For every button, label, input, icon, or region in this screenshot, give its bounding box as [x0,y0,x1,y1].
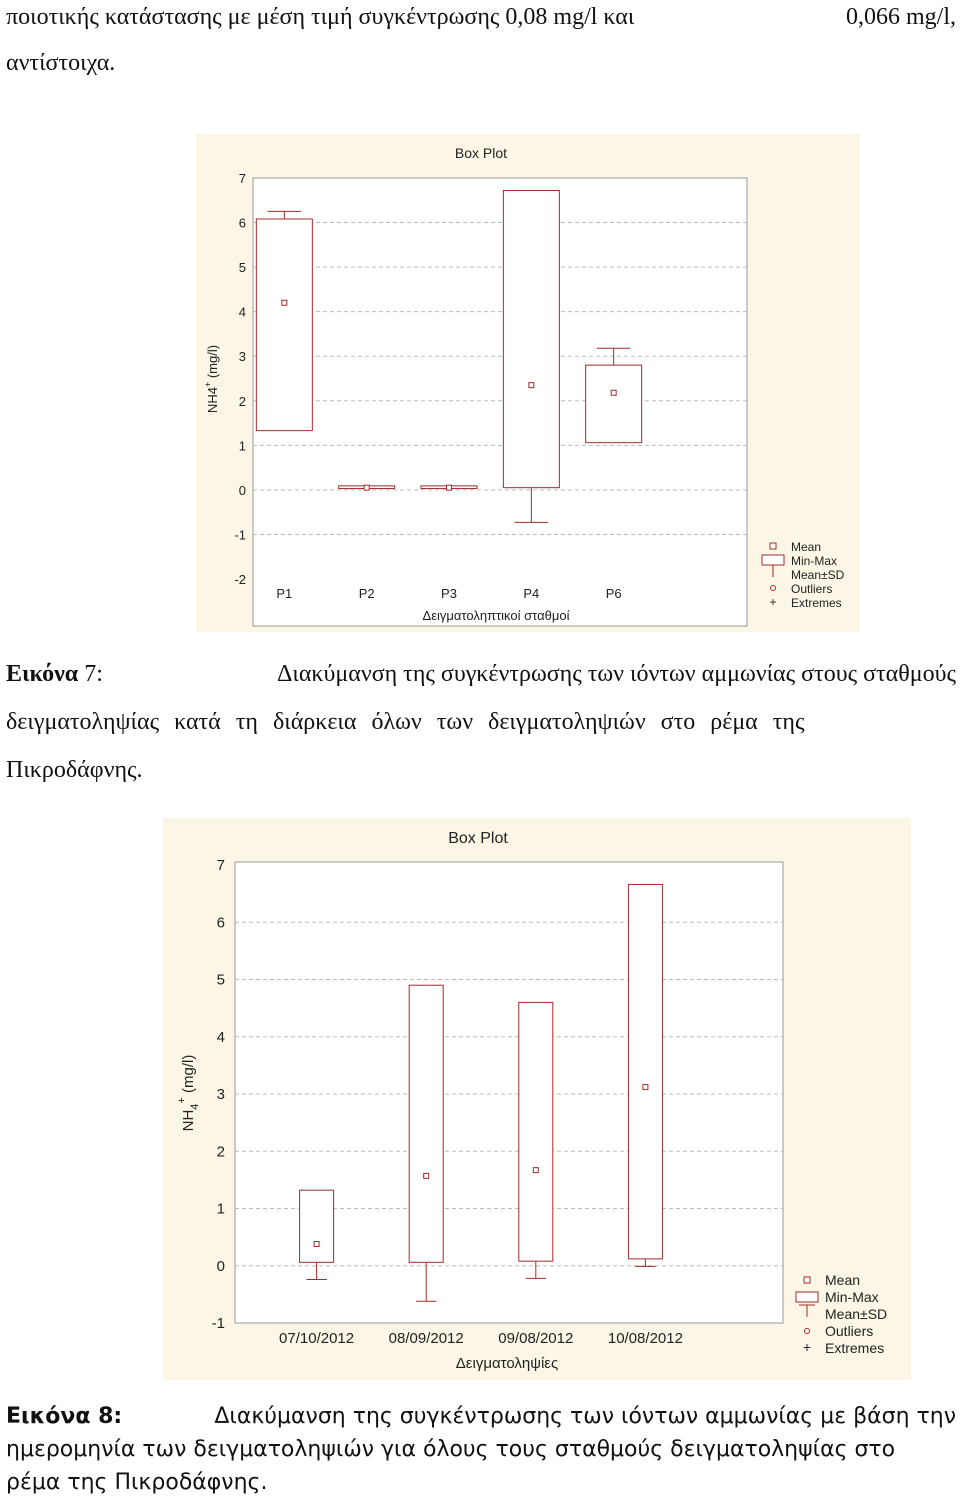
y-tick-label: -2 [234,572,246,587]
legend-label: Outliers [825,1323,874,1339]
chart-1-y-label-unit: (mg/l) [205,344,220,382]
caption-2-text-1: Διακύμανση της συγκέντρωσης των ιόντων αμμωνίας με βάση την [214,1404,956,1429]
chart-2-y-label-sub: 4 [189,1103,201,1110]
chart-2-y-label-main: NH [180,1109,197,1132]
y-tick-label: 0 [238,482,246,498]
legend-label: Outliers [791,582,833,596]
chart-2-y-label [176,1055,201,1132]
mean-marker [314,1241,319,1246]
y-tick-label: 7 [238,171,246,186]
box [628,884,662,1258]
mean-marker [529,383,534,388]
legend-label: Extremes [825,1340,885,1356]
x-tick-label: 09/08/2012 [498,1330,574,1347]
mean-marker [364,485,369,490]
legend-extreme-symbol: + [769,595,777,609]
caption-1-label: Εικόνα [6,661,79,687]
caption-2 [6,1400,956,1499]
box [586,365,642,443]
caption-1-line-1 [6,650,956,698]
legend-extreme-symbol: + [802,1339,812,1355]
mean-marker [533,1168,538,1173]
mean-marker [643,1085,648,1090]
intro-line-1 [6,0,956,34]
y-tick-label: 3 [216,1086,225,1103]
mean-marker [611,390,616,395]
caption-1 [6,650,956,794]
chart-2-y-label-sup: + [176,1097,188,1104]
x-tick-label: P4 [523,586,540,601]
mean-marker [447,485,452,490]
legend-label: Mean [825,1272,861,1288]
caption-1-number: 7: [84,661,103,687]
legend-mean-symbol [804,1277,810,1283]
y-tick-label: -1 [211,1315,225,1332]
box [300,1190,334,1262]
intro-line-2: αντίστοιχα. [6,50,116,76]
mean-marker [282,300,287,305]
x-tick-label: P3 [441,586,457,601]
y-tick-label: 5 [216,971,225,989]
chart-1-y-label [203,345,220,413]
y-tick-label: 3 [238,349,246,365]
legend-label: Mean [791,540,822,554]
legend-label: Min-Max [791,554,838,568]
x-tick-label: 10/08/2012 [607,1330,683,1347]
y-tick-label: 1 [238,438,246,454]
x-tick-label: P1 [276,586,293,601]
box [503,190,559,487]
caption-1-text-3: Πικροδάφνης. [6,757,143,783]
caption-1-text-1: Διακύμανση της συγκέντρωσης των ιόντων αμμωνίας στους σταθμούς [276,661,956,687]
x-tick-label: P2 [358,586,375,601]
chart-2-x-ticks [279,1330,683,1347]
legend-label: Min-Max [825,1289,879,1305]
y-tick-label: 7 [216,857,225,874]
chart-2-title: Box Plot [448,830,508,847]
y-tick-label: 4 [216,1028,225,1046]
caption-2-text-3: ρέμα της Πικροδάφνης. [6,1470,268,1495]
legend-label: Extremes [791,596,842,610]
legend-mean-symbol [770,543,776,549]
y-tick-label: 5 [238,260,246,276]
chart-2-y-ticks [212,857,225,1332]
chart-1-y-label-sup: + [203,381,213,388]
box [256,219,312,431]
chart-1-plot-area [253,178,747,626]
legend-label: Mean±SD [791,568,845,582]
chart-1-y-ticks [234,171,246,587]
box [409,985,443,1262]
chart-1-title: Box Plot [454,145,508,161]
legend-outlier-symbol [771,586,776,591]
x-tick-label: 07/10/2012 [279,1330,355,1347]
chart-1-legend [762,540,845,610]
legend-label: Mean±SD [825,1306,888,1322]
chart-2 [163,818,911,1380]
caption-1-text-2: δειγματοληψίας κατά τη διάρκεια όλων των δειγματοληψιών στο ρέμα της [6,709,805,735]
x-tick-label: 08/09/2012 [388,1330,464,1347]
y-tick-label: 0 [216,1257,225,1275]
caption-1-line-2 [6,698,956,746]
caption-2-text-2: ημερομηνία των δειγματοληψιών για όλους τους σταθμούς δειγματοληψίας στο [6,1437,896,1462]
chart-2-y-label-unit: (mg/l) [180,1054,197,1098]
box [519,1002,553,1261]
legend-minmax-symbol [796,1292,818,1302]
chart-1-svg [196,134,860,632]
caption-2-label: Εικόνα 8: [6,1404,123,1429]
y-tick-label: 4 [238,304,246,320]
y-tick-label: 1 [216,1200,225,1218]
y-tick-label: 2 [238,393,246,409]
caption-1-lead [6,650,103,698]
y-tick-label: 2 [216,1143,225,1161]
chart-2-x-label: Δειγματοληψίες [455,1355,559,1372]
x-tick-label: P6 [605,586,622,601]
mean-marker [424,1173,429,1178]
y-tick-label: 6 [216,914,225,932]
intro-paragraph [6,0,956,80]
y-tick-label: -1 [234,527,246,543]
chart-2-svg [163,818,911,1380]
chart-1 [196,134,860,632]
intro-text-1b: 0,066 mg/l, [845,4,956,30]
intro-text-1a: ποιοτικής κατάστασης με μέση τιμή συγκέντρωσης 0,08 mg/l και [6,4,635,30]
caption-2-line-1 [6,1400,956,1433]
caption-2-line-2 [6,1433,956,1466]
legend-minmax-symbol [762,555,784,565]
legend-outlier-symbol [805,1329,810,1334]
chart-2-legend [796,1272,887,1356]
chart-1-x-label: Δειγματοληπτικοί σταθμοί [422,608,570,623]
y-tick-label: 6 [238,215,246,231]
chart-1-y-label-main: NH4 [205,387,220,414]
